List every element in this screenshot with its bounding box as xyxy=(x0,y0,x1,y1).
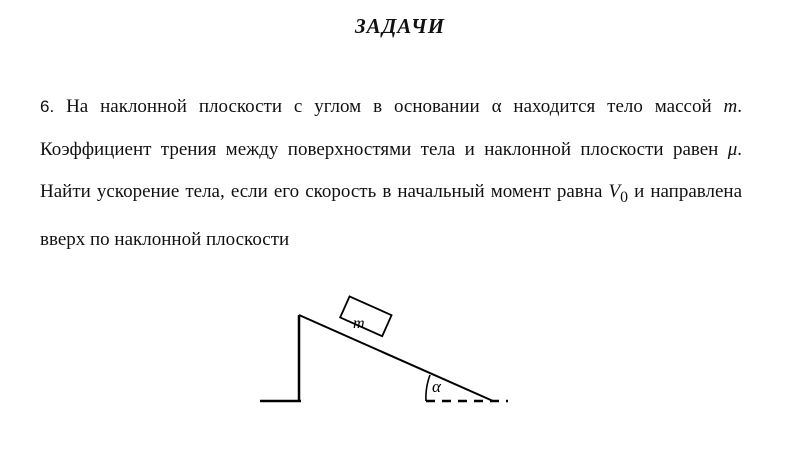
friction-coefficient-variable: μ xyxy=(727,138,738,160)
angle-label: α xyxy=(432,377,441,396)
angle-arc xyxy=(426,375,430,401)
mass-block xyxy=(340,296,391,336)
mass-variable: m xyxy=(723,96,738,117)
mass-block-label: m xyxy=(353,315,365,332)
problem-text-part-1: На наклонной плоскости с углом в основании α находится тело массой xyxy=(66,96,712,117)
initial-velocity-variable: $V_0$ xyxy=(608,181,628,206)
problem-statement xyxy=(40,86,742,262)
problem-number: 6. xyxy=(40,97,55,116)
problem-text-part-3: . Найти ускорение тела, если его скорость в начальный момент равна xyxy=(40,138,742,202)
problem-text-part-4: и направлена вверх по наклонной плоскости xyxy=(40,181,743,251)
page-title: ЗАДАЧИ xyxy=(354,14,446,38)
problem-text-part-2: . Коэффициент трения между поверхностями тела и наклонной плоскости равен xyxy=(40,96,743,160)
incline-surface xyxy=(299,315,493,401)
inclined-plane-diagram xyxy=(250,295,520,415)
